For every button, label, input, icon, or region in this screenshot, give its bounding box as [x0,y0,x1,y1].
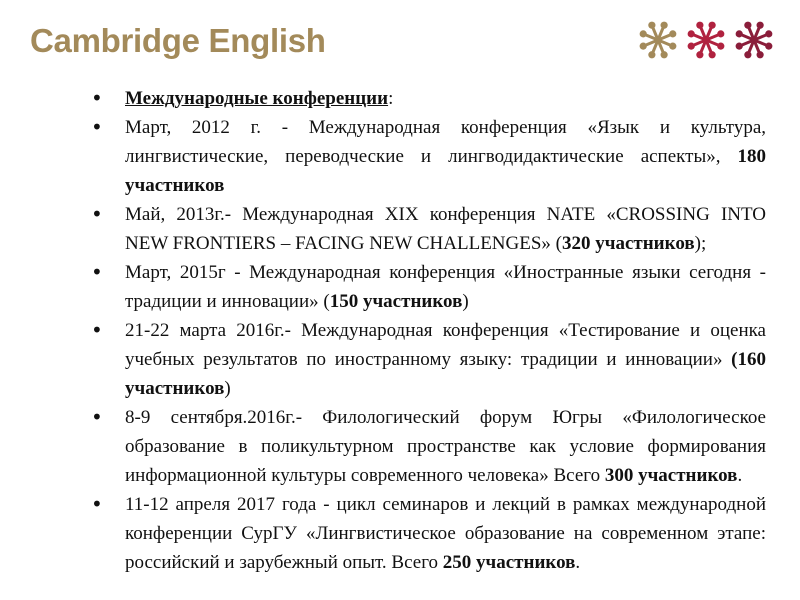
participants-count: 250 участников [442,552,576,573]
participants-count: 300 участников [604,465,738,486]
list-item [88,258,766,316]
list-heading-suffix: : [388,88,394,109]
participants-count: 320 участников [562,233,695,254]
bullet-icon: • [91,492,103,516]
list-item-text: Март, 2012 г. - Международная конференция «Язык и культура, лингвистические, переводческие и лингводидактические аспекты», [125,117,766,167]
participants-count: 180 участников [125,146,766,196]
list-item-text: 8-9 сентября.2016г.- Филологический форум Югры «Филологическое образование в поликультурном пространстве как условие формирования информационной культуры современного человека» Всего [125,407,766,486]
list-item-tail: ) [224,378,231,399]
list-item-tail: . [575,552,581,573]
list-heading-text: Международные конференции [125,88,389,109]
cambridge-english-logo-text: Cambridge English [30,22,326,59]
list-item [88,316,766,403]
list-item-tail: . [737,465,743,486]
list-item [88,490,766,577]
list-item [88,403,766,490]
conference-list [88,84,766,577]
list-item-tail: ); [694,233,707,254]
list-heading [88,84,766,113]
participants-count: 150 участников [329,291,463,312]
list-item-text: Май, 2013г.- Международная XIX конференция NATE «CROSSING INTO NEW FRONTIERS – FACING NEW CHALLENGES» ( [125,204,766,254]
list-item-text: Март, 2015г - Международная конференция «Иностранные языки сегодня - традиции и инновации» ( [125,262,766,312]
list-item [88,113,766,200]
logo-mark-maroon-icon [736,22,773,59]
list-item-tail: ) [462,291,469,312]
bullet-icon: • [91,260,103,284]
list-item [88,200,766,258]
list-item-text: 21-22 марта 2016г.- Международная конференция «Тестирование и оценка учебных результатов по иностранному языку: традиции и инновации» [125,320,766,370]
list-item-text: 11-12 апреля 2017 года - цикл семинаров и лекций в рамках международной конференции СурГУ «Лингвистическое образование на современном этапе: российский и зарубежный опыт. Всего [125,494,766,573]
cambridge-english-logo-icon [636,16,776,64]
bullet-icon: • [91,318,103,342]
participants-count: (160 участников [125,349,766,399]
bullet-icon: • [91,86,103,110]
logo-mark-gold-icon [640,22,677,59]
bullet-icon: • [91,202,103,226]
logo-mark-red-icon [688,22,725,59]
bullet-icon: • [91,405,103,429]
bullet-icon: • [91,115,103,139]
